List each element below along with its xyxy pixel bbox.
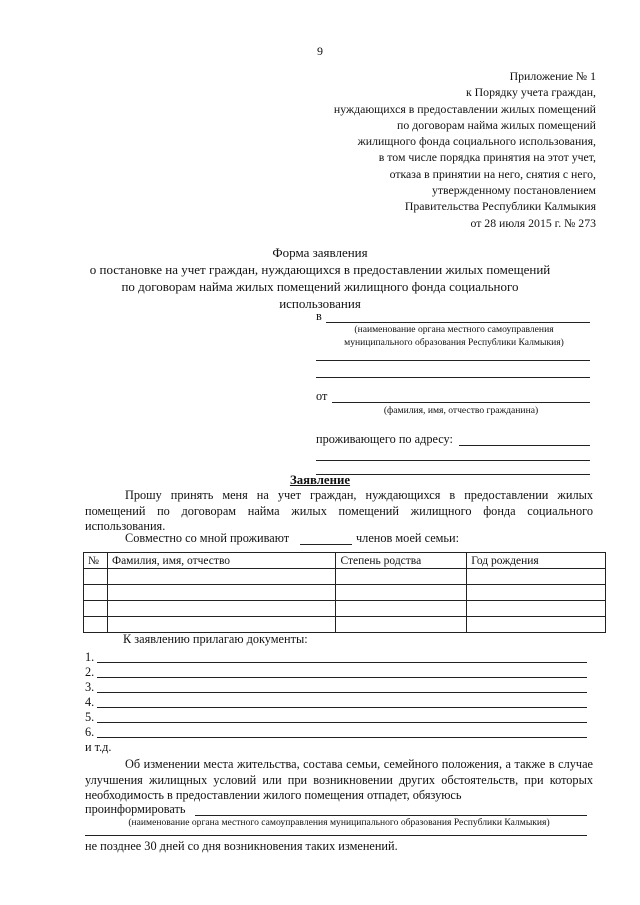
- annex-line: в том числе порядка принятия на этот учет,: [378, 150, 596, 165]
- document-field[interactable]: [97, 737, 587, 738]
- family-count-field[interactable]: [300, 544, 352, 545]
- annex-line: утвержденному постановлением: [431, 183, 596, 198]
- document-field[interactable]: [97, 692, 587, 693]
- applicant-name-field[interactable]: [332, 402, 590, 403]
- table-cell[interactable]: [107, 569, 335, 585]
- document-item-number: 4.: [85, 695, 95, 709]
- to-prefix: в: [316, 309, 322, 323]
- table-row[interactable]: [84, 601, 606, 617]
- from-prefix: от: [316, 389, 328, 403]
- document-item-number: 5.: [85, 710, 95, 724]
- form-title-line: использования: [279, 296, 361, 311]
- col-number-header: №: [84, 553, 108, 569]
- document-field[interactable]: [97, 662, 587, 663]
- cohabit-prefix: Совместно со мной проживают: [125, 531, 290, 545]
- table-cell[interactable]: [84, 601, 108, 617]
- col-birthyear-header: Год рождения: [467, 553, 606, 569]
- document-item-number: 3.: [85, 680, 95, 694]
- deadline-text: не позднее 30 дней со дня возникновения таких изменений.: [85, 839, 398, 853]
- annex-line: от 28 июля 2015 г. № 273: [470, 215, 596, 230]
- family-members-table: [83, 552, 606, 633]
- recipient-field-line-2[interactable]: [316, 360, 590, 361]
- page-number: 9: [317, 44, 323, 58]
- table-cell[interactable]: [467, 617, 606, 633]
- annex-line: Приложение № 1: [509, 69, 596, 83]
- table-cell[interactable]: [336, 569, 467, 585]
- annex-line: Правительства Республики Калмыкия: [404, 199, 596, 214]
- recipient-caption-2: муниципального образования Республики Калмыкия): [344, 337, 564, 348]
- request-paragraph: Прошу принять меня на учет граждан, нуждающихся в предоставлении жилых помещений по договорам найма жилых помещений жилищного фонда социального использования.: [85, 488, 593, 533]
- table-cell[interactable]: [84, 569, 108, 585]
- address-field[interactable]: [459, 445, 590, 446]
- table-cell[interactable]: [467, 585, 606, 601]
- table-cell[interactable]: [336, 601, 467, 617]
- document-item-number: 1.: [85, 650, 95, 664]
- annex-line: жилищного фонда социального использования,: [357, 134, 596, 149]
- obligation-paragraph: Об изменении места жительства, состава семьи, семейного положения, а также в случае улучшения жилищных условий или при возникновении других обстоятельств, при которых необходимость в предоставлении жилого помещения отпадет, обязуюсь: [85, 757, 593, 802]
- applicant-name-caption: (фамилия, имя, отчество гражданина): [383, 405, 539, 416]
- table-cell[interactable]: [336, 617, 467, 633]
- inform-authority-field[interactable]: [195, 815, 587, 816]
- documents-label: К заявлению прилагаю документы:: [123, 632, 308, 646]
- form-title: [60, 244, 580, 312]
- table-cell[interactable]: [107, 585, 335, 601]
- document-field[interactable]: [97, 677, 587, 678]
- table-row[interactable]: [84, 617, 606, 633]
- document-item-number: 2.: [85, 665, 95, 679]
- annex-line: по договорам найма жилых помещений: [397, 117, 596, 132]
- documents-etc: и т.д.: [85, 740, 112, 754]
- form-title-line: по договорам найма жилых помещений жилищного фонда социального: [121, 279, 519, 294]
- annex-line: нуждающихся в предоставлении жилых помещений: [333, 101, 596, 116]
- inform-authority-caption: (наименование органа местного самоуправления муниципального образования Республики Калмыкия): [128, 817, 550, 828]
- form-title-line: Форма заявления: [272, 245, 368, 260]
- inform-authority-field-line-2[interactable]: [85, 835, 587, 836]
- document-field[interactable]: [97, 707, 587, 708]
- table-cell[interactable]: [467, 569, 606, 585]
- table-cell[interactable]: [107, 601, 335, 617]
- table-header-row: [84, 553, 606, 569]
- address-field-line-2[interactable]: [316, 460, 590, 461]
- form-title-line: о постановке на учет граждан, нуждающихся в предоставлении жилых помещений: [89, 262, 551, 277]
- col-name-header: Фамилия, имя, отчество: [107, 553, 335, 569]
- recipient-field[interactable]: [326, 322, 590, 323]
- table-row[interactable]: [84, 569, 606, 585]
- recipient-caption-1: (наименование органа местного самоуправления: [354, 324, 554, 335]
- document-field[interactable]: [97, 722, 587, 723]
- table-cell[interactable]: [107, 617, 335, 633]
- table-row[interactable]: [84, 585, 606, 601]
- table-cell[interactable]: [467, 601, 606, 617]
- table-cell[interactable]: [336, 585, 467, 601]
- table-cell[interactable]: [84, 617, 108, 633]
- inform-label: проинформировать: [85, 802, 186, 816]
- annex-block: [276, 68, 596, 231]
- statement-heading: Заявление: [289, 473, 351, 487]
- cohabit-suffix: членов моей семьи:: [356, 531, 460, 545]
- table-cell[interactable]: [84, 585, 108, 601]
- annex-line: к Порядку учета граждан,: [465, 85, 596, 100]
- document-item-number: 6.: [85, 725, 95, 739]
- col-relation-header: Степень родства: [336, 553, 467, 569]
- annex-line: отказа в принятии на него, снятия с него,: [389, 166, 596, 181]
- address-label: проживающего по адресу:: [316, 432, 453, 446]
- recipient-field-line-3[interactable]: [316, 377, 590, 378]
